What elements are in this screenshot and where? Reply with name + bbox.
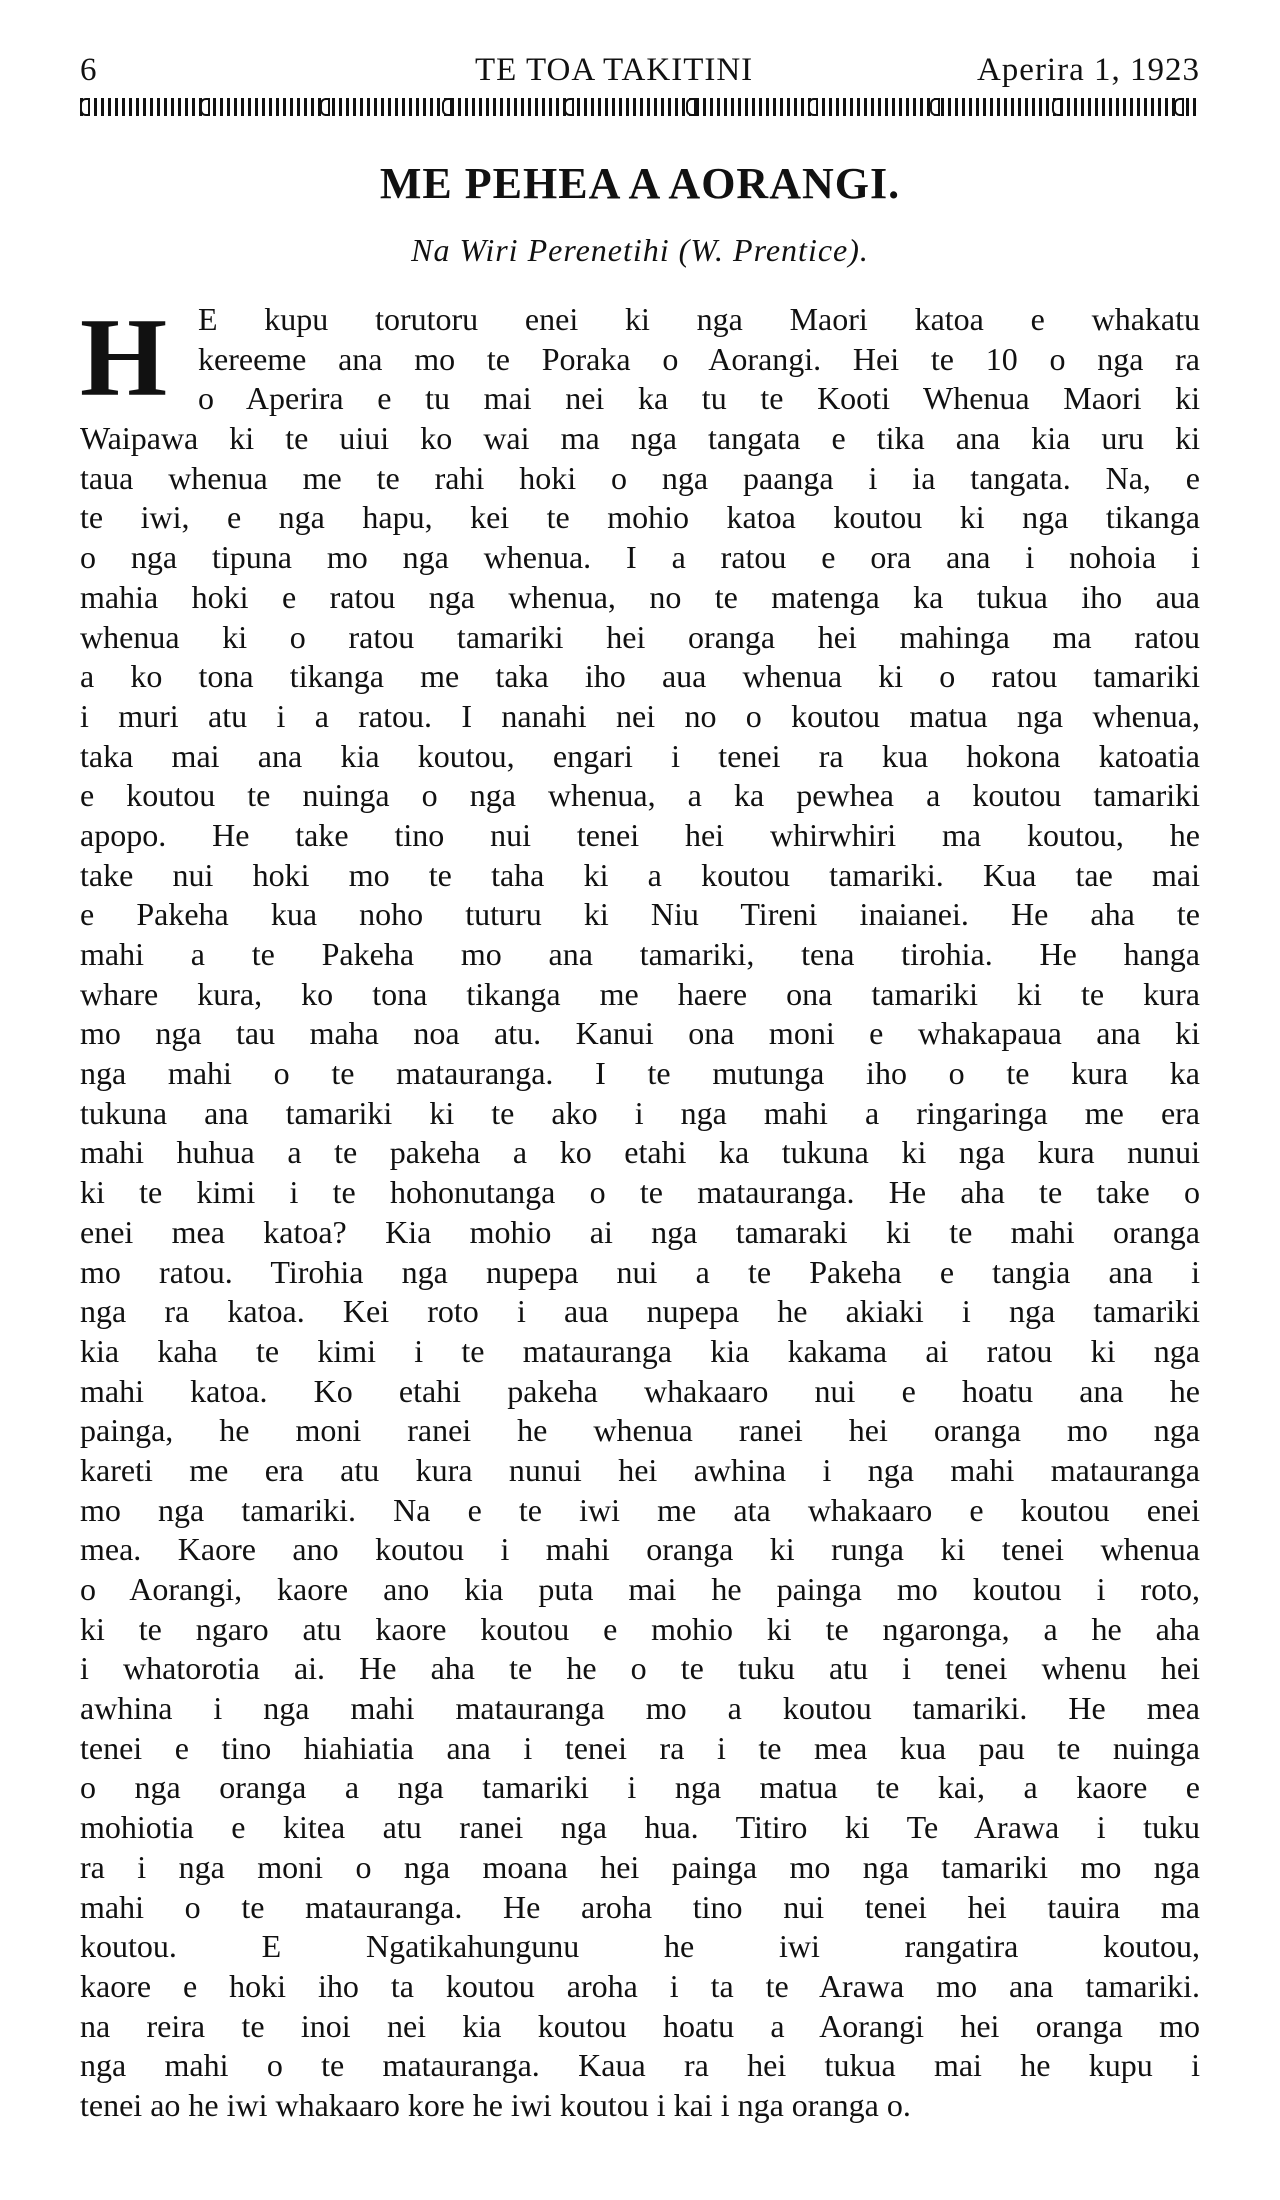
body-line: Waipawa ki te uiui ko wai ma nga tangata e tika ana kia uru ki <box>80 420 1200 457</box>
article-title: ME PEHEA A AORANGI. <box>379 159 901 208</box>
body-line: mo nga tamariki. Na e te iwi me ata whakaaro e koutou enei <box>80 1491 1200 1528</box>
body-line: o nga tipuna mo nga whenua. I a ratou e ora ana i nohoia i <box>80 539 1200 576</box>
page-number: 6 <box>80 52 98 88</box>
body-line: o Aperira e tu mai nei ka tu te Kooti Whenua Maori ki <box>198 380 1200 417</box>
drop-cap: H <box>80 296 168 420</box>
body-line: na reira te inoi nei kia koutou hoatu a Aorangi hei oranga mo <box>80 2007 1200 2044</box>
body-line: e koutou te nuinga o nga whenua, a ka pewhea a koutou tamariki <box>80 777 1200 814</box>
body-line: taka mai ana kia koutou, engari i tenei ra kua hokona katoatia <box>80 737 1200 774</box>
body-line: o Aorangi, kaore ano kia puta mai he painga mo koutou i roto, <box>80 1571 1200 1607</box>
body-line: mahi huhua a te pakeha a ko etahi ka tukuna ki nga kura nunui <box>80 1134 1200 1171</box>
body-line: nga ra katoa. Kei roto i aua nupepa he akiaki i nga tamariki <box>80 1293 1200 1330</box>
body-line: mo ratou. Tirohia nga nupepa nui a te Pakeha e tangia ana i <box>80 1253 1200 1290</box>
publication-title: TE TOA TAKITINI <box>475 52 754 88</box>
body-line: apopo. He take tino nui tenei hei whirwhiri ma koutou, he <box>80 816 1200 853</box>
issue-date: Aperira 1, 1923 <box>976 52 1200 88</box>
body-line: mo nga tau maha noa atu. Kanui ona moni e whakapaua ana ki <box>80 1015 1200 1052</box>
body-line: kereeme ana mo te Poraka o Aorangi. Hei te 10 o nga ra <box>198 340 1200 377</box>
body-line: i muri atu i a ratou. I nanahi nei no o koutou matua nga whenua, <box>80 697 1200 734</box>
rule-ornament <box>808 98 818 116</box>
rule-ornament <box>200 98 210 116</box>
rule-ornament <box>1052 98 1062 116</box>
body-line: mahi katoa. Ko etahi pakeha whakaaro nui e hoatu ana he <box>80 1372 1200 1409</box>
body-line: o nga oranga a nga tamariki i nga matua te kai, a kaore e <box>80 1769 1200 1806</box>
rule-ornament <box>320 98 330 116</box>
body-line: tenei ao he iwi whakaaro kore he iwi koutou i kai i nga oranga o. <box>80 2086 911 2123</box>
article-byline: Na Wiri Perenetihi (W. Prentice). <box>411 232 869 268</box>
body-line: mahia hoki e ratou nga whenua, no te matenga ka tukua iho aua <box>80 578 1200 615</box>
body-line: ra i nga moni o nga moana hei painga mo nga tamariki mo nga <box>80 1848 1200 1885</box>
rule-ornament <box>686 98 696 116</box>
decorative-rule <box>80 98 1198 116</box>
body-line: te iwi, e nga hapu, kei te mohio katoa koutou ki nga tikanga <box>80 499 1200 536</box>
body-line: ki te kimi i te hohonutanga o te matauranga. He aha te take o <box>80 1174 1200 1211</box>
body-line: whare kura, ko tona tikanga me haere ona tamariki ki te kura <box>80 975 1200 1012</box>
body-line: koutou. E Ngatikahungunu he iwi rangatira koutou, <box>80 1928 1200 1965</box>
rule-ornament <box>1174 98 1184 116</box>
body-line: i whatorotia ai. He aha te he o te tuku atu i tenei whenu hei <box>80 1650 1200 1687</box>
body-line: tenei e tino hiahiatia ana i tenei ra i te mea kua pau te nuinga <box>80 1729 1200 1766</box>
body-line: a ko tona tikanga me taka iho aua whenua ki o ratou tamariki <box>80 658 1200 695</box>
rule-ornament <box>564 98 574 116</box>
body-line: mohiotia e kitea atu ranei nga hua. Titiro ki Te Arawa i tuku <box>80 1809 1200 1846</box>
body-line: kia kaha te kimi i te matauranga kia kakama ai ratou ki nga <box>80 1332 1200 1369</box>
body-line: kaore e hoki iho ta koutou aroha i ta te Arawa mo ana tamariki. <box>80 1967 1200 2004</box>
body-line: whenua ki o ratou tamariki hei oranga hei mahinga ma ratou <box>80 618 1200 655</box>
body-line: nga mahi o te matauranga. I te mutunga iho o te kura ka <box>80 1055 1200 1092</box>
body-line: tukuna ana tamariki ki te ako i nga mahi a ringaringa me era <box>80 1094 1200 1131</box>
body-line: mahi a te Pakeha mo ana tamariki, tena tirohia. He hanga <box>80 936 1200 972</box>
rule-ornament <box>930 98 940 116</box>
body-line: take nui hoki mo te taha ki a koutou tamariki. Kua tae mai <box>80 856 1200 893</box>
body-line: enei mea katoa? Kia mohio ai nga tamaraki ki te mahi oranga <box>80 1213 1200 1250</box>
body-line: nga mahi o te matauranga. Kaua ra hei tukua mai he kupu i <box>80 2047 1200 2084</box>
body-line: ki te ngaro atu kaore koutou e mohio ki te ngaronga, a he aha <box>80 1610 1200 1647</box>
body-line: taua whenua me te rahi hoki o nga paanga i ia tangata. Na, e <box>80 459 1200 496</box>
body-line: E kupu torutoru enei ki nga Maori katoa e whakatu <box>198 301 1200 337</box>
page-header <box>80 52 1200 96</box>
body-line: kareti me era atu kura nunui hei awhina i nga mahi matauranga <box>80 1451 1200 1488</box>
rule-ornament <box>80 98 90 116</box>
rule-ornament <box>442 98 452 116</box>
body-line: mahi o te matauranga. He aroha tino nui tenei hei tauira ma <box>80 1888 1200 1925</box>
body-line: e Pakeha kua noho tuturu ki Niu Tireni inaianei. He aha te <box>80 896 1200 933</box>
body-line: awhina i nga mahi matauranga mo a koutou tamariki. He mea <box>80 1690 1200 1727</box>
article-body <box>80 296 1200 2126</box>
body-line: painga, he moni ranei he whenua ranei hei oranga mo nga <box>80 1412 1200 1449</box>
body-line: mea. Kaore ano koutou i mahi oranga ki runga ki tenei whenua <box>80 1531 1200 1568</box>
